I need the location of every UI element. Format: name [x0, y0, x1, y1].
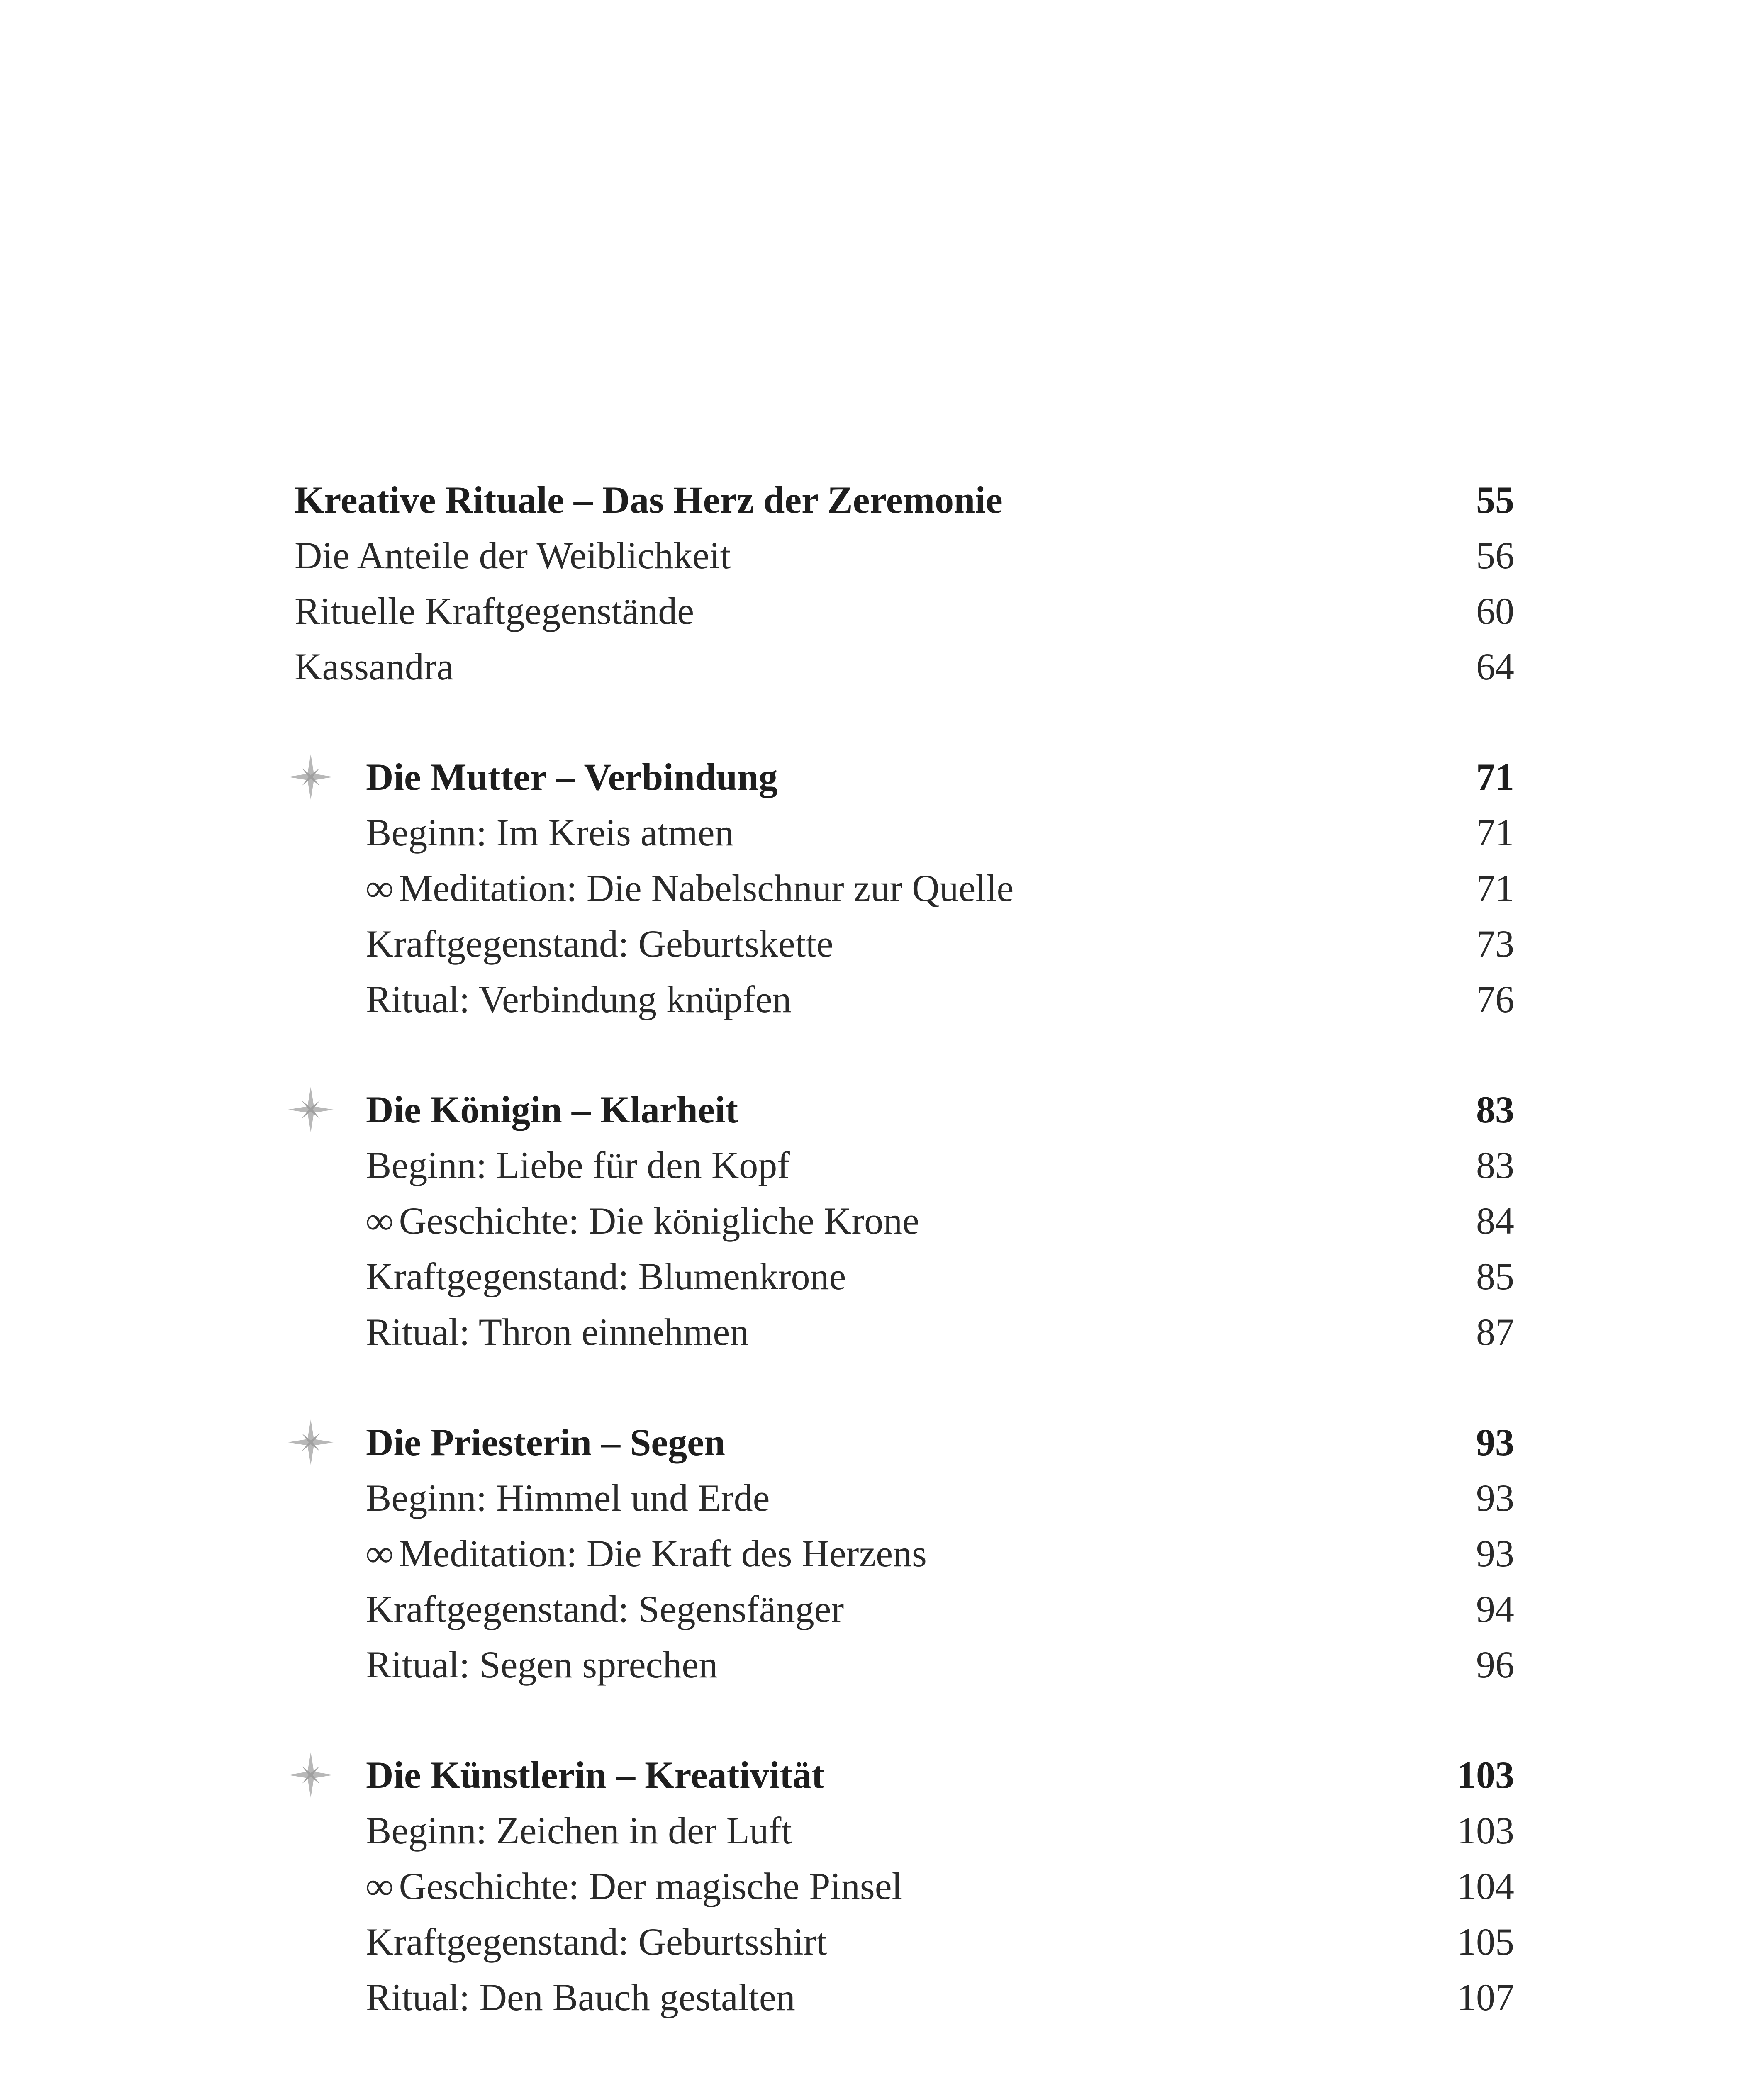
toc-section-heading[interactable]	[295, 1083, 1514, 1137]
infinity-icon: ∞	[366, 1532, 393, 1575]
toc-entry-page: 73	[1476, 923, 1514, 965]
toc-section-heading[interactable]	[295, 750, 1514, 804]
toc-entry-title: Ritual: Verbindung knüpfen	[366, 978, 792, 1020]
toc-entry-page: 60	[1476, 590, 1514, 632]
toc-entry-page: 56	[1476, 534, 1514, 577]
toc-entry-title: Meditation: Die Kraft des Herzens	[399, 1532, 927, 1575]
toc-entry[interactable]	[295, 972, 1514, 1026]
toc-entry-title: Ritual: Den Bauch gestalten	[366, 1976, 795, 2018]
toc-entry[interactable]	[295, 1804, 1514, 1857]
toc-section-page: 103	[1457, 1754, 1514, 1796]
toc-entry-title: Die Anteile der Weiblichkeit	[295, 534, 731, 577]
toc-entry-page: 64	[1476, 645, 1514, 688]
toc-entry-page: 105	[1457, 1921, 1514, 1963]
toc-entry-title: Kassandra	[295, 645, 454, 688]
toc-entry-title: Meditation: Die Nabelschnur zur Quelle	[399, 867, 1014, 909]
toc-entry-page: 84	[1476, 1200, 1514, 1242]
toc-entry-page: 107	[1457, 1976, 1514, 2018]
four-point-star-icon	[288, 1087, 334, 1132]
toc-entry-title: Ritual: Thron einnehmen	[366, 1311, 749, 1353]
toc-section-heading[interactable]	[295, 1748, 1514, 1802]
toc-entry-title: Kraftgegenstand: Geburtskette	[366, 923, 833, 965]
toc-entry-page: 103	[1457, 1809, 1514, 1852]
toc-entry[interactable]	[295, 1305, 1514, 1359]
infinity-icon: ∞	[366, 1200, 393, 1242]
toc-entry[interactable]	[295, 1859, 1514, 1913]
toc-entry[interactable]	[295, 1970, 1514, 2024]
toc-entry-page: 71	[1476, 867, 1514, 909]
four-point-star-icon	[288, 1419, 334, 1465]
toc-section-page: 83	[1476, 1088, 1514, 1131]
four-point-star-icon	[288, 754, 334, 800]
toc-entry-page: 83	[1476, 1144, 1514, 1186]
toc-section-title: Die Künstlerin – Kreativität	[366, 1754, 824, 1796]
toc-heading-intro[interactable]	[295, 473, 1514, 527]
toc-entry-page: 94	[1476, 1588, 1514, 1630]
toc-entry-title: Kraftgegenstand: Geburtsshirt	[366, 1921, 827, 1963]
toc-entry-title: Geschichte: Der magische Pinsel	[399, 1865, 903, 1907]
toc-entry-page: 104	[1457, 1865, 1514, 1907]
toc-section-title: Die Königin – Klarheit	[366, 1088, 738, 1131]
toc-entry-page: 93	[1476, 1532, 1514, 1575]
toc-entry-page: 71	[1476, 811, 1514, 854]
toc-entry[interactable]	[295, 1915, 1514, 1969]
toc-entry[interactable]	[295, 528, 1514, 582]
toc-entry-title: Kraftgegenstand: Blumenkrone	[366, 1255, 846, 1297]
toc-entry-title: Rituelle Kraftgegenstände	[295, 590, 694, 632]
toc-entry[interactable]	[295, 1194, 1514, 1248]
toc-entry-title: Beginn: Liebe für den Kopf	[366, 1144, 790, 1186]
toc-entry-page: 85	[1476, 1255, 1514, 1297]
toc-entry[interactable]	[295, 584, 1514, 638]
toc-entry[interactable]	[295, 640, 1514, 694]
toc-heading-title: Kreative Rituale – Das Herz der Zeremonie	[295, 479, 1003, 521]
toc-entry[interactable]	[295, 1638, 1514, 1692]
toc-entry-title: Geschichte: Die königliche Krone	[399, 1200, 919, 1242]
toc-entry[interactable]	[295, 917, 1514, 971]
toc-section-title: Die Mutter – Verbindung	[366, 756, 778, 798]
toc-entry[interactable]	[295, 1249, 1514, 1303]
toc-entry[interactable]	[295, 806, 1514, 859]
toc-section-title: Die Priesterin – Segen	[366, 1421, 726, 1463]
toc-entry[interactable]	[295, 1471, 1514, 1525]
toc-entry-title: Beginn: Himmel und Erde	[366, 1477, 770, 1519]
toc-entry-title: Beginn: Im Kreis atmen	[366, 811, 734, 854]
toc-entry-page: 76	[1476, 978, 1514, 1020]
toc-entry-title: Beginn: Zeichen in der Luft	[366, 1809, 792, 1852]
toc-section-heading[interactable]	[295, 1415, 1514, 1469]
toc-entry-title: Kraftgegenstand: Segensfänger	[366, 1588, 844, 1630]
toc-heading-page: 55	[1476, 479, 1514, 521]
toc-entry[interactable]	[295, 1582, 1514, 1636]
toc-entry-title: Ritual: Segen sprechen	[366, 1643, 718, 1686]
toc-entry[interactable]	[295, 1526, 1514, 1580]
toc-entry-page: 93	[1476, 1477, 1514, 1519]
toc-section-page: 93	[1476, 1421, 1514, 1463]
toc-entry-page: 96	[1476, 1643, 1514, 1686]
toc-entry[interactable]	[295, 1138, 1514, 1192]
toc-entry-page: 87	[1476, 1311, 1514, 1353]
toc-entry[interactable]	[295, 861, 1514, 915]
toc-section-page: 71	[1476, 756, 1514, 798]
infinity-icon: ∞	[366, 867, 393, 909]
infinity-icon: ∞	[366, 1865, 393, 1907]
four-point-star-icon	[288, 1752, 334, 1798]
